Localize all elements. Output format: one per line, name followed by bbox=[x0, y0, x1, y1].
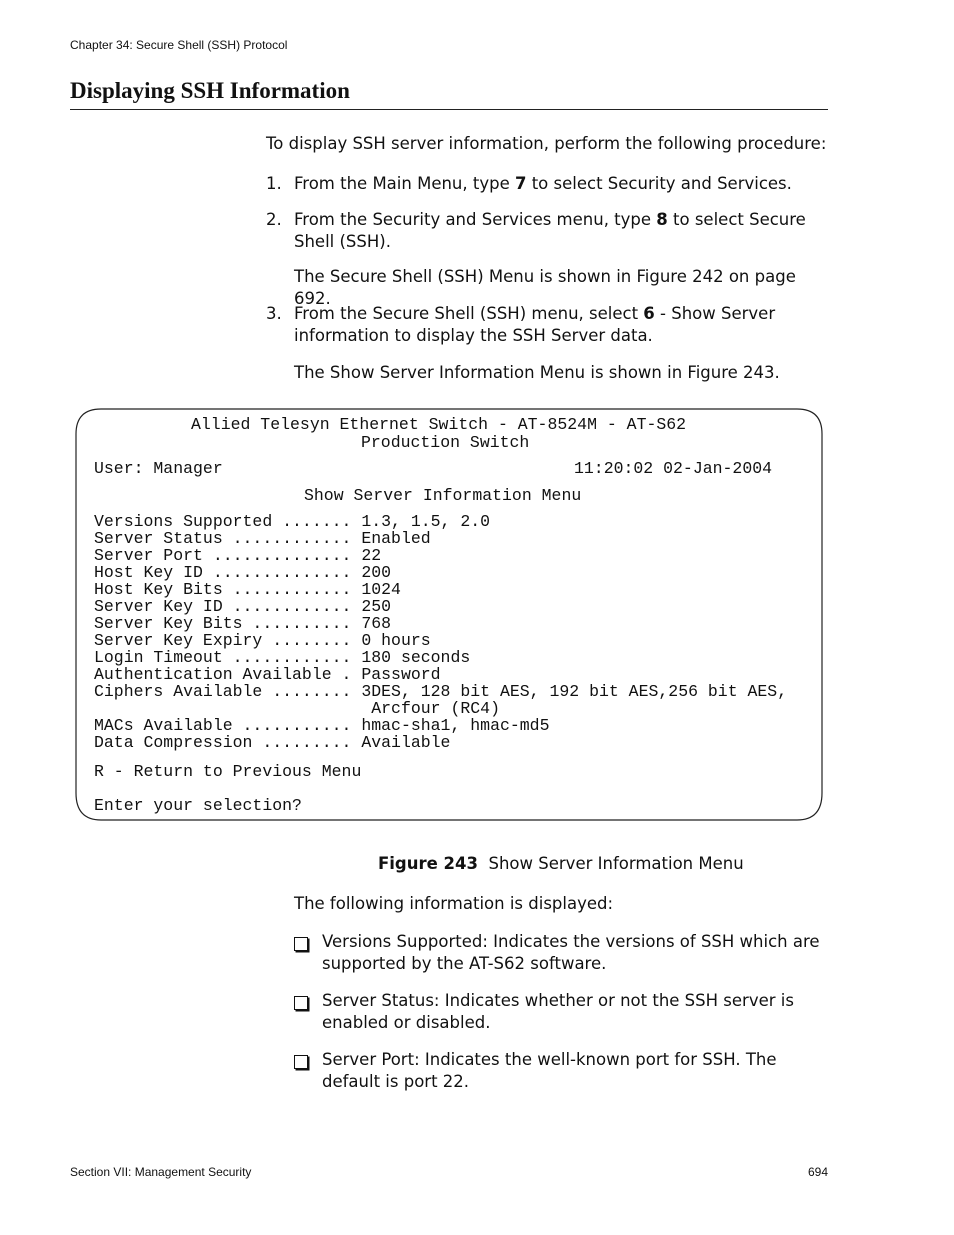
step-key: 8 bbox=[656, 210, 668, 229]
selection-prompt[interactable]: Enter your selection? bbox=[94, 796, 302, 815]
step-key: 7 bbox=[514, 174, 527, 193]
terminal-info-list bbox=[94, 513, 787, 751]
step-number: 2. bbox=[266, 210, 282, 229]
title-rule bbox=[70, 109, 828, 110]
info-row-host-key-id: Host Key ID .............. 200 bbox=[94, 563, 392, 582]
section-title: Displaying SSH Information bbox=[70, 78, 350, 103]
footer-section: Section VII: Management Security bbox=[70, 1165, 252, 1179]
info-row-server-port: Server Port .............. 22 bbox=[94, 546, 382, 565]
step-3 bbox=[266, 303, 832, 384]
intro-paragraph: To display SSH server information, perform the following procedure: bbox=[266, 134, 827, 153]
info-row-ciphers: Ciphers Available ........ 3DES, 128 bit AES, 192 bit AES,256 bit AES, bbox=[94, 682, 788, 701]
bullet-item: Server Port: Indicates the well-known port for SSH. The default is port 22. bbox=[322, 1050, 777, 1091]
info-row-server-key-id: Server Key ID ............ 250 bbox=[94, 597, 392, 616]
step-number: 1. bbox=[266, 174, 282, 193]
terminal-title-line1: Allied Telesyn Ethernet Switch - AT-8524M - AT-S62 bbox=[191, 415, 687, 434]
terminal-menu-title: Show Server Information Menu bbox=[304, 486, 582, 505]
bullet-item: Server Status: Indicates whether or not the SSH server is enabled or disabled. bbox=[322, 991, 794, 1032]
info-row-server-status: Server Status ............ Enabled bbox=[94, 529, 431, 548]
info-row-server-key-expiry: Server Key Expiry ........ 0 hours bbox=[94, 631, 431, 650]
terminal-datetime: 11:20:02 02-Jan-2004 bbox=[574, 459, 773, 478]
info-row-authentication: Authentication Available . Password bbox=[94, 665, 441, 684]
terminal-user: User: Manager bbox=[94, 459, 223, 478]
figure-caption bbox=[378, 853, 744, 875]
terminal-title-line2: Production Switch bbox=[361, 433, 530, 452]
info-row-data-compression: Data Compression ......... Available bbox=[94, 733, 451, 752]
step-text: to select Security and Services. bbox=[526, 174, 792, 193]
figure-label: Figure 243 bbox=[378, 854, 478, 873]
checkbox-bullet-icon bbox=[294, 1055, 308, 1069]
return-menu-option[interactable]: R - Return to Previous Menu bbox=[94, 762, 362, 781]
checkbox-bullet-icon bbox=[294, 937, 308, 951]
step-text: to select Secure Shell (SSH). bbox=[294, 210, 806, 251]
step-text: - Show Server information to display the SSH Server data. bbox=[294, 304, 776, 345]
info-row-host-key-bits: Host Key Bits ............ 1024 bbox=[94, 580, 401, 599]
step-text: From the Secure Shell (SSH) menu, select bbox=[294, 304, 644, 323]
step-note: The Secure Shell (SSH) Menu is shown in Figure 242 on page 692. bbox=[294, 267, 796, 308]
following-paragraph: The following information is displayed: bbox=[294, 894, 614, 913]
step-number: 3. bbox=[266, 304, 282, 323]
info-row-server-key-bits: Server Key Bits .......... 768 bbox=[94, 614, 392, 633]
step-note: The Show Server Information Menu is shown in Figure 243. bbox=[294, 363, 780, 382]
running-header: Chapter 34: Secure Shell (SSH) Protocol bbox=[70, 38, 288, 52]
step-1 bbox=[266, 173, 832, 195]
step-2 bbox=[266, 209, 832, 310]
info-row-login-timeout: Login Timeout ............ 180 seconds bbox=[94, 648, 471, 667]
info-row-macs: MACs Available ........... hmac-sha1, hmac-md5 bbox=[94, 716, 550, 735]
terminal-figure bbox=[75, 408, 823, 821]
figure-caption-text: Show Server Information Menu bbox=[488, 854, 744, 873]
checkbox-bullet-icon bbox=[294, 996, 308, 1010]
step-key: 6 bbox=[643, 304, 655, 323]
step-text: From the Security and Services menu, type bbox=[294, 210, 657, 229]
page-number: 694 bbox=[808, 1165, 829, 1179]
info-row-versions: Versions Supported ....... 1.3, 1.5, 2.0 bbox=[94, 512, 491, 531]
bullet-item: Versions Supported: Indicates the versions of SSH which are supported by the AT-S62 software. bbox=[322, 932, 820, 973]
info-row-ciphers-cont: Arcfour (RC4) bbox=[371, 699, 500, 718]
step-text: From the Main Menu, type bbox=[294, 174, 515, 193]
